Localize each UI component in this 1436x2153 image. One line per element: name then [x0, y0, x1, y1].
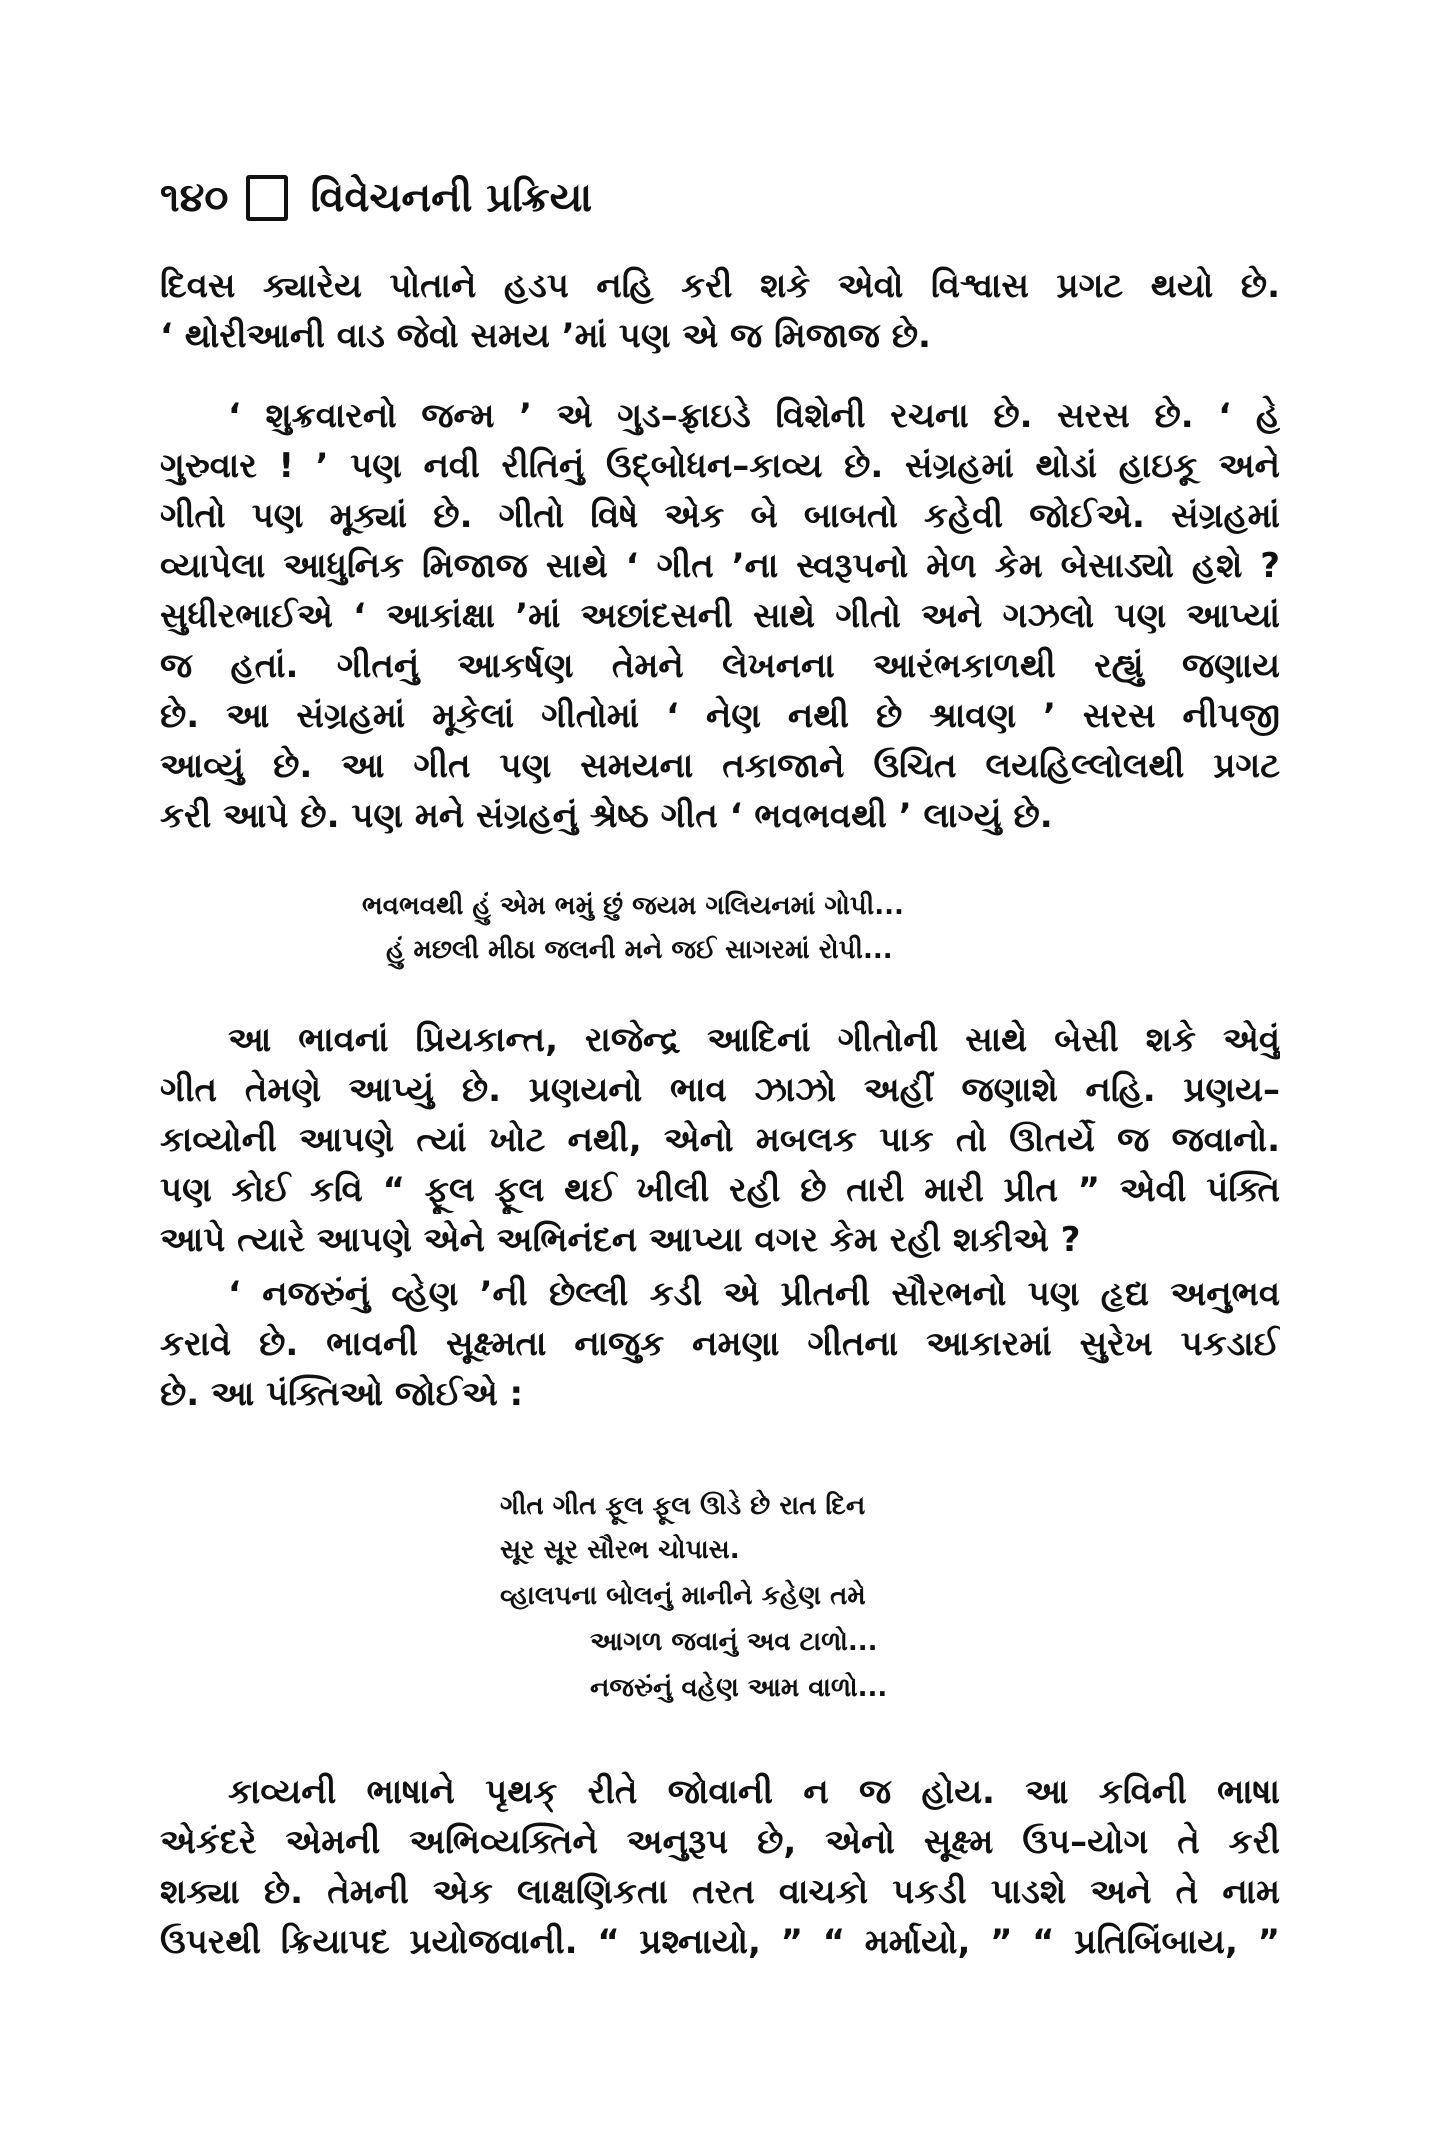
body-line: દિવસ ક્યારેય પોતાને હડપ નહિ કરી શકે એવો વિશ્વાસ પ્રગટ થયો છે.: [160, 266, 1280, 306]
body-line: કાવ્યોની આપણે ત્યાં ખોટ નથી, એનો મબલક પાક તો ઊતર્યે જ જવાનો.: [160, 1120, 1280, 1160]
running-title: વિવેચનની પ્રક્રિયા: [310, 175, 593, 221]
body-line: સુધીરભાઈએ ‘ આકાંક્ષા ’માં અછાંદસની સાથે ગીતો અને ગઝલો પણ આપ્યાં: [160, 596, 1280, 636]
body-line: આવ્યું છે. આ ગીત પણ સમયના તકાજાને ઉચિત લયહિલ્લોલથી પ્રગટ: [160, 746, 1280, 786]
body-line: છે. આ સંગ્રહમાં મૂકેલાં ગીતોમાં ‘ નેણ નથી છે શ્રાવણ ’ સરસ નીપજી: [160, 696, 1280, 736]
body-line: ગીત તેમણે આપ્યું છે. પ્રણયનો ભાવ ઝાઝો અહીં જણાશે નહિ. પ્રણય–: [160, 1070, 1280, 1110]
body-line: ‘ શુક્રવારનો જન્મ ’ એ ગુડ–ફ્રાઇડે વિશેની રચના છે. સરસ છે. ‘ હે: [228, 396, 1280, 436]
verse-line: નજરુંનું વહેણ આમ વાળો...: [590, 1673, 888, 1703]
page-header: [160, 168, 592, 228]
verse-line: સૂર સૂર સૌરભ ચોપાસ.: [500, 1535, 740, 1565]
body-line: ‘ નજરુંનું વ્હેણ ’ની છેલ્લી કડી એ પ્રીતની સૌરભનો પણ હૃદ્ય અનુભવ: [228, 1274, 1280, 1314]
verse-line: હું મછલી મીઠા જલની મને જઈ સાગરમાં રોપી...: [386, 935, 893, 965]
body-line: કરાવે છે. ભાવની સૂક્ષ્મતા નાજુક નમણા ગીતના આકારમાં સુરેખ પકડાઈ: [160, 1324, 1280, 1364]
body-line: આપે ત્યારે આપણે એને અભિનંદન આપ્યા વગર કેમ રહી શકીએ ?: [160, 1220, 1081, 1260]
body-line: શક્યા છે. તેમની એક લાક્ષણિકતા તરત વાચકો પકડી પાડશે અને તે નામ: [160, 1872, 1280, 1912]
body-line: આ ભાવનાં પ્રિયકાન્ત, રાજેન્દ્ર આદિનાં ગીતોની સાથે બેસી શકે એવું: [228, 1020, 1280, 1060]
body-line: ‘ થોરીઆની વાડ જેવો સમય ’માં પણ એ જ મિજાજ છે.: [160, 316, 931, 356]
body-line: છે. આ પંક્તિઓ જોઈએ :: [160, 1374, 524, 1414]
box-ornament-icon: [246, 175, 288, 221]
body-line: કરી આપે છે. પણ મને સંગ્રહનું શ્રેષ્ઠ ગીત ‘ ભવભવથી ’ લાગ્યું છે.: [160, 796, 1053, 836]
verse-line: ગીત ગીત ફૂલ ફૂલ ઊડે છે રાત દિન: [500, 1491, 866, 1521]
body-line: ગુરુવાર ! ’ પણ નવી રીતિનું ઉદ્‌બોધન–કાવ્ય છે. સંગ્રહમાં થોડાં હાઇકૂ અને: [160, 446, 1280, 486]
verse-line: આગળ જવાનું અવ ટાળો...: [590, 1627, 878, 1657]
body-line: પણ કોઈ કવિ “ ફૂલ ફૂલ થઈ ખીલી રહી છે તારી મારી પ્રીત ” એવી પંક્તિ: [160, 1170, 1280, 1210]
body-line: જ હતાં. ગીતનું આકર્ષણ તેમને લેખનના આરંભકાળથી રહ્યું જણાય: [160, 646, 1280, 686]
body-line: કાવ્યની ભાષાને પૃથક્ રીતે જોવાની ન જ હોય. આ કવિની ભાષા: [228, 1772, 1280, 1812]
body-line: ગીતો પણ મૂક્યાં છે. ગીતો વિષે એક બે બાબતો કહેવી જોઈએ. સંગ્રહમાં: [160, 496, 1280, 536]
verse-line: ભવભવથી હું એમ ભમું છું જયમ ગલિયનમાં ગોપી...: [362, 891, 904, 921]
body-line: વ્યાપેલા આધુનિક મિજાજ સાથે ‘ ગીત ’ના સ્વરૂપનો મેળ કેમ બેસાડ્યો હશે ?: [160, 546, 1280, 586]
body-line: એકંદરે એમની અભિવ્યક્તિને અનુરૂપ છે, એનો સૂક્ષ્મ ઉપ–યોગ તે કરી: [160, 1822, 1280, 1862]
page-number: ૧૪૦: [160, 175, 229, 221]
verse-line: વ્હાલપના બોલનું માનીને કહેણ તમે: [500, 1581, 866, 1611]
body-line: ઉપરથી ક્રિયાપદ પ્રયોજવાની. “ પ્રશ્નાયો, ” “ મર્માયો, ” “ પ્રતિબિંબાય, ”: [160, 1922, 1280, 1962]
